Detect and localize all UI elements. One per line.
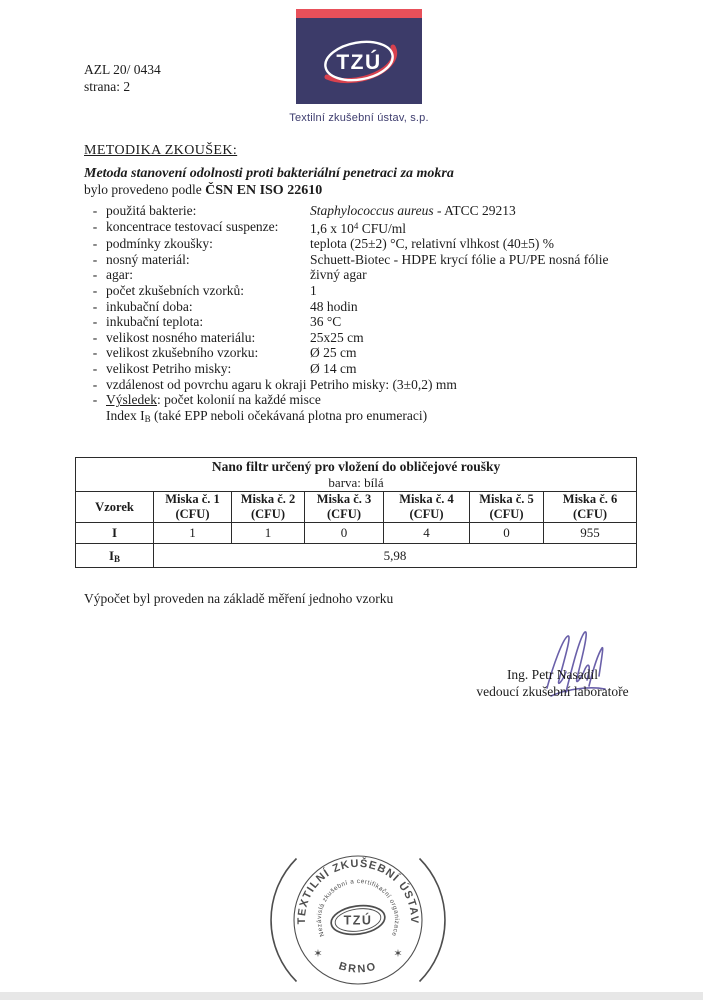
official-stamp-icon bbox=[263, 830, 453, 1000]
method-item bbox=[84, 236, 642, 252]
index-id-base: I bbox=[108, 547, 115, 563]
item-value: Ø 25 cm bbox=[310, 345, 357, 361]
table-title-row bbox=[76, 458, 637, 492]
scan-edge-strip bbox=[0, 992, 703, 1000]
bullet-dash: - bbox=[92, 218, 98, 234]
result-cell: 0 bbox=[305, 523, 384, 544]
item-value: Ø 14 cm bbox=[310, 360, 357, 376]
tzu-logo bbox=[296, 9, 422, 104]
conc-base: 1,6 x 10 bbox=[310, 220, 354, 236]
bullet-dash: - bbox=[92, 392, 98, 408]
index-id-sub: B bbox=[114, 553, 121, 564]
method-item bbox=[84, 345, 642, 361]
bullet-dash: - bbox=[92, 329, 98, 345]
page-number: strana: 2 bbox=[84, 78, 131, 94]
method-item-bacteria bbox=[84, 203, 642, 219]
method-name: Metoda stanovení odolnosti proti bakteriální penetraci za mokra bbox=[84, 166, 454, 181]
calculation-note: Výpočet byl proveden na základě měření jednoho vzorku bbox=[84, 591, 394, 606]
item-label: nosný materiál: bbox=[106, 251, 190, 267]
index-rest: (také EPP neboli očekávaná plotna pro enumeraci) bbox=[150, 407, 428, 423]
method-item bbox=[84, 252, 642, 268]
method-rows bbox=[84, 236, 642, 376]
method-item-distance bbox=[84, 377, 642, 393]
item-label: inkubační doba: bbox=[106, 298, 193, 314]
item-text: vzdálenost od povrchu agaru k okraji Petriho misky: (3±0,2) mm bbox=[106, 376, 457, 392]
index-pre: Index I bbox=[106, 407, 145, 423]
stamp-inner-text: Nezávislá zkušební a certifikační organizace bbox=[315, 877, 401, 938]
item-value: Schuett-Biotec - HDPE krycí fólie a PU/PE nosná fólie bbox=[310, 251, 609, 267]
method-item bbox=[84, 330, 642, 346]
item-label: použitá bakterie: bbox=[106, 203, 197, 218]
result-label: Výsledek bbox=[106, 392, 157, 408]
column-header: Miska č. 4 (CFU) bbox=[384, 492, 470, 523]
item-label: počet zkušebních vzorků: bbox=[106, 282, 244, 298]
bacteria-code: - ATCC 29213 bbox=[433, 203, 516, 218]
table-subtitle: barva: bílá bbox=[328, 475, 384, 490]
item-label: velikost zkušebního vzorku: bbox=[106, 345, 259, 361]
index-definition bbox=[106, 408, 642, 428]
table-header-row bbox=[76, 492, 637, 523]
bullet-dash: - bbox=[92, 360, 98, 376]
index-id bbox=[76, 544, 154, 568]
conc-exponent: 4 bbox=[353, 220, 359, 231]
column-header: Miska č. 6 (CFU) bbox=[544, 492, 637, 523]
bacteria-species: Staphylococcus aureus bbox=[310, 203, 434, 218]
standard-line bbox=[84, 182, 642, 199]
column-header: Miska č. 5 (CFU) bbox=[470, 492, 544, 523]
column-header: Miska č. 1 (CFU) bbox=[154, 492, 232, 523]
item-label: podmínky zkoušky: bbox=[106, 236, 213, 252]
result-cell: 0 bbox=[470, 523, 544, 544]
logo-caption: Textilní zkušební ústav, s.p. bbox=[289, 112, 429, 124]
item-label: velikost nosného materiálu: bbox=[106, 329, 256, 345]
method-item bbox=[84, 283, 642, 299]
conc-unit: CFU/ml bbox=[358, 220, 407, 236]
bullet-dash: - bbox=[92, 282, 98, 298]
section-heading: METODIKA ZKOUŠEK: bbox=[84, 143, 238, 158]
method-item bbox=[84, 267, 642, 283]
stamp-center-text: TZÚ bbox=[343, 913, 373, 928]
item-label: velikost Petriho misky: bbox=[106, 360, 232, 376]
item-value: živný agar bbox=[310, 267, 367, 283]
item-value: teplota (25±2) °C, relativní vlhkost (40±5) % bbox=[310, 236, 555, 252]
item-text bbox=[106, 392, 642, 408]
logo-text: TZÚ bbox=[336, 51, 382, 74]
method-item bbox=[84, 314, 642, 330]
svg-text:Nezávislá zkušební a certifika bbox=[316, 878, 400, 937]
methodology-section bbox=[84, 143, 642, 427]
item-value bbox=[310, 219, 642, 237]
logo-square bbox=[296, 18, 422, 104]
sample-id: I bbox=[76, 523, 154, 544]
result-cell: 955 bbox=[544, 523, 637, 544]
logo-red-stripe bbox=[296, 9, 422, 18]
bullet-dash: - bbox=[92, 236, 98, 252]
table-row-index bbox=[76, 544, 637, 568]
report-number: AZL 20/ 0434 bbox=[84, 62, 161, 77]
stamp-arc-text: TEXTILNÍ ZKUŠEBNÍ ÚSTAV bbox=[295, 857, 421, 925]
table-row bbox=[76, 523, 637, 544]
item-value: 25x25 cm bbox=[310, 329, 364, 345]
column-header: Miska č. 2 (CFU) bbox=[232, 492, 305, 523]
bullet-dash: - bbox=[92, 376, 98, 392]
method-item bbox=[84, 361, 642, 377]
column-header: Miska č. 3 (CFU) bbox=[305, 492, 384, 523]
bullet-dash: - bbox=[92, 203, 98, 218]
results-table bbox=[75, 457, 637, 568]
stamp-star-right-icon: ✶ bbox=[393, 948, 403, 960]
method-list bbox=[84, 203, 642, 427]
item-value: 1 bbox=[310, 282, 317, 298]
index-value: 5,98 bbox=[154, 544, 637, 568]
bullet-dash: - bbox=[92, 251, 98, 267]
standard-code: ČSN EN ISO 22610 bbox=[205, 183, 323, 198]
bullet-dash: - bbox=[92, 314, 98, 330]
item-label: koncentrace testovací suspenze: bbox=[106, 218, 279, 234]
result-rest: : počet kolonií na každé misce bbox=[157, 392, 321, 408]
svg-text:BRNO bbox=[337, 960, 378, 976]
result-cell: 4 bbox=[384, 523, 470, 544]
signature-block bbox=[455, 666, 650, 700]
item-value bbox=[310, 203, 642, 219]
bullet-dash: - bbox=[92, 298, 98, 314]
stamp-city-text: BRNO bbox=[337, 960, 379, 976]
tzu-emblem-icon bbox=[296, 18, 422, 104]
method-item-concentration bbox=[84, 219, 642, 237]
method-item bbox=[84, 299, 642, 315]
item-value: 48 hodin bbox=[310, 298, 358, 314]
table-title: Nano filtr určený pro vložení do obličejové roušky bbox=[211, 459, 501, 474]
signer-name: Ing. Petr Nasadil bbox=[506, 667, 599, 682]
stamp-star-left-icon: ✶ bbox=[313, 948, 323, 960]
standard-prefix: bylo provedeno podle bbox=[84, 182, 202, 197]
bullet-dash: - bbox=[92, 267, 98, 283]
method-item-result bbox=[84, 392, 642, 408]
item-label: agar: bbox=[106, 267, 133, 283]
column-header-sample: Vzorek bbox=[76, 492, 154, 523]
result-cell: 1 bbox=[232, 523, 305, 544]
signer-title: vedoucí zkušební laboratoře bbox=[476, 684, 629, 699]
bullet-dash: - bbox=[92, 345, 98, 361]
result-cell: 1 bbox=[154, 523, 232, 544]
item-label: inkubační teplota: bbox=[106, 314, 204, 330]
report-reference bbox=[84, 62, 161, 95]
index-sub: B bbox=[144, 413, 151, 424]
item-value: 36 °C bbox=[310, 314, 342, 330]
